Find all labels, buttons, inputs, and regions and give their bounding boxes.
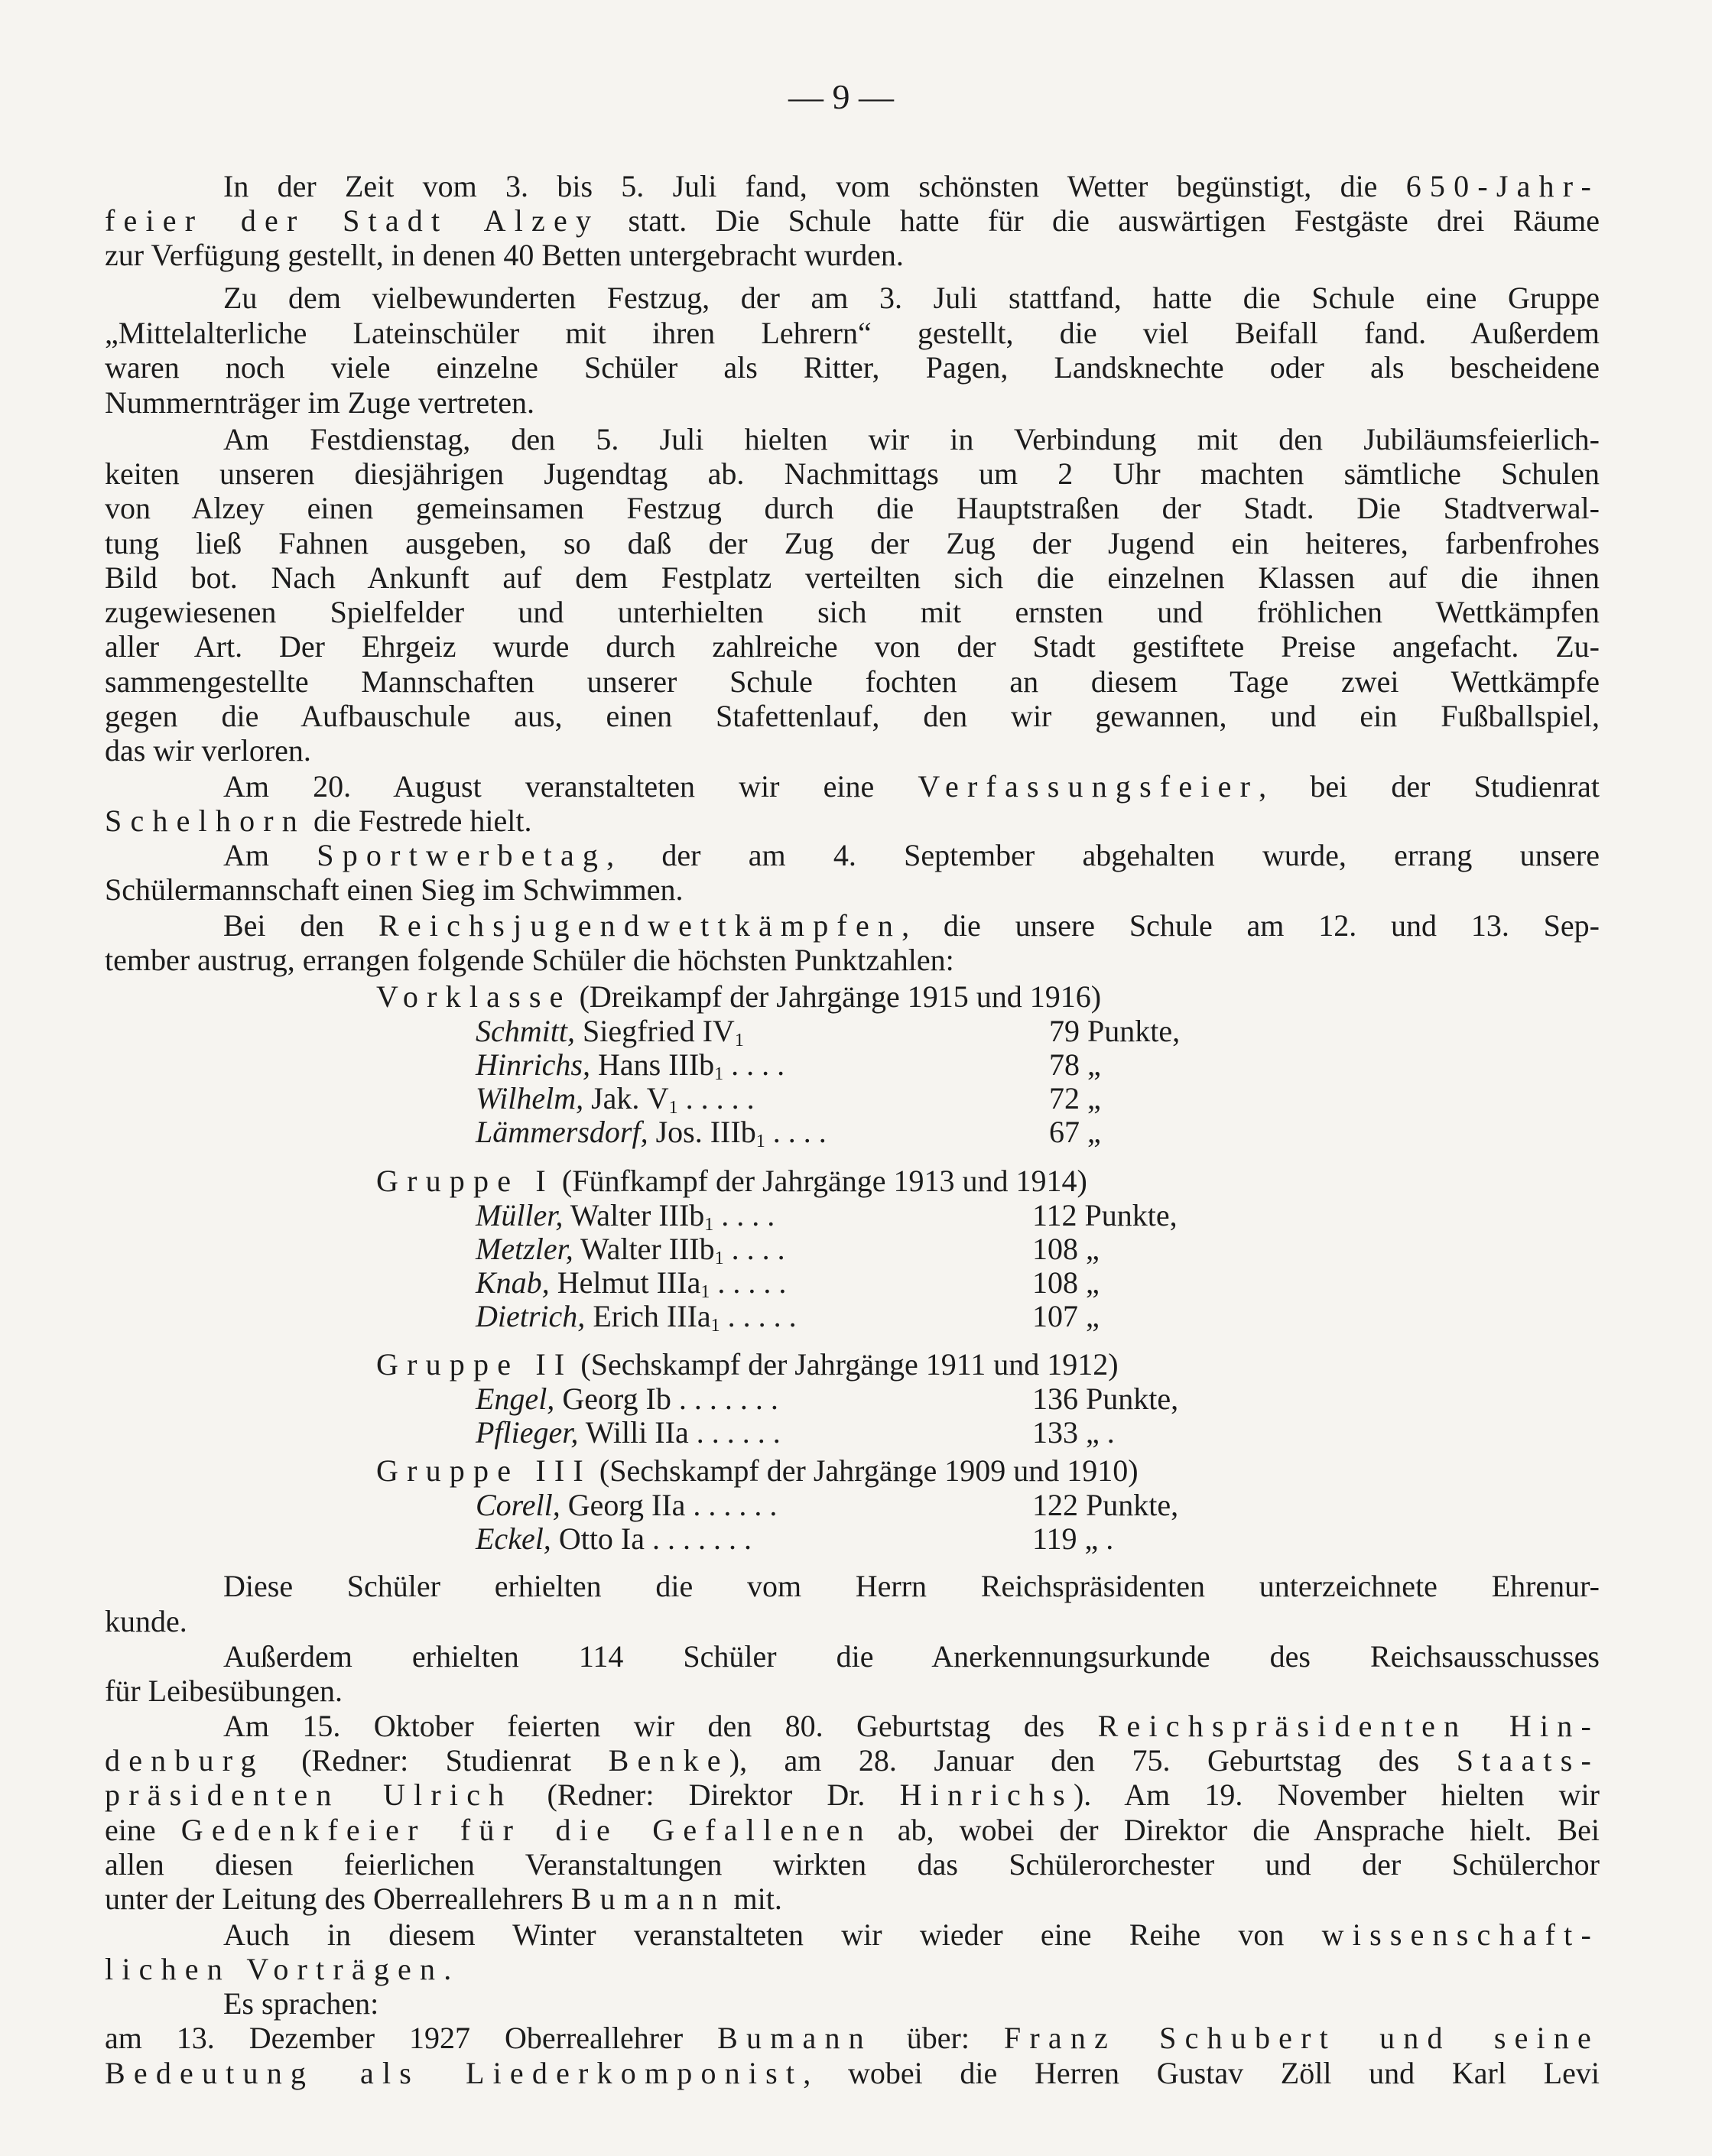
text-line: feier der Stadt Alzey statt. Die Schule hatte für die auswärtigen Festgäste drei Räume xyxy=(105,203,1600,238)
text-line: Schelhorn die Festrede hielt. xyxy=(105,804,532,838)
result-row: Schmitt, Siegfried $IV_1$ 79 Punkte, xyxy=(476,1014,1181,1050)
result-row: Engel, Georg Ib . . . . . . . 136 Punkte, xyxy=(476,1382,1179,1416)
text-line: sammengestellte Mannschaften unserer Schule fochten an diesem Tage zwei Wettkämpfe xyxy=(105,664,1600,699)
result-row: Pflieger, Willi IIa . . . . . . 133 „ . xyxy=(476,1415,1115,1450)
text-line: Diese Schüler erhielten die vom Herrn Reichspräsidenten unterzeichnete Ehrenur- xyxy=(223,1569,1600,1603)
text-line: Außerdem erhielten 114 Schüler die Anerkennungsurkunde des Reichsausschusses xyxy=(223,1639,1600,1674)
text-line: Bild bot. Nach Ankunft auf dem Festplatz verteilten sich die einzelnen Klassen auf die ihnen xyxy=(105,560,1600,595)
text-line: zugewiesenen Spielfelder und unterhielten sich mit ernsten und fröhlichen Wettkämpfen xyxy=(105,595,1600,629)
text-line: tung ließ Fahnen ausgeben, so daß der Zug der Zug der Jugend ein heiteres, farbenfrohes xyxy=(105,526,1600,560)
text-line: Am 20. August veranstalteten wir eine Verfassungsfeier, bei der Studienrat xyxy=(223,769,1600,804)
text-line: tember austrug, errangen folgende Schüler die höchsten Punktzahlen: xyxy=(105,943,954,977)
group-header: Gruppe I (Fünfkampf der Jahrgänge 1913 und 1914) xyxy=(376,1164,1087,1198)
text-line: keiten unseren diesjährigen Jugendtag ab. Nachmittags um 2 Uhr machten sämtliche Schulen xyxy=(105,456,1600,491)
text-line: von Alzey einen gemeinsamen Festzug durch die Hauptstraßen der Stadt. Die Stadtverwal- xyxy=(105,491,1600,525)
result-row: Hinrichs, Hans IIIb$_1$ . . . . 78 „ xyxy=(476,1047,1101,1084)
group-header: Vorklasse (Dreikampf der Jahrgänge 1915 und 1916) xyxy=(376,979,1102,1014)
text-line: allen diesen feierlichen Veranstaltungen wirkten das Schülerorchester und der Schülerchor xyxy=(105,1847,1600,1882)
text-line: „Mittelalterliche Lateinschüler mit ihren Lehrern“ gestellt, die viel Beifall fand. Außerdem xyxy=(105,316,1600,350)
text-line: das wir verloren. xyxy=(105,733,311,768)
text-line: zur Verfügung gestellt, in denen 40 Betten untergebracht wurden. xyxy=(105,238,904,272)
result-row: Eckel, Otto Ia . . . . . . . 119 „ . xyxy=(476,1521,1114,1556)
result-row: Metzler, Walter IIIb$_1$ . . . . 108 „ xyxy=(476,1232,1100,1268)
text-line: waren noch viele einzelne Schüler als Ritter, Pagen, Landsknechte oder als bescheidene xyxy=(105,350,1600,385)
text-line: gegen die Aufbauschule aus, einen Stafettenlauf, den wir gewannen, und ein Fußballspiel, xyxy=(105,699,1600,733)
text-line: Bei den Reichsjugendwettkämpfen, die unsere Schule am 12. und 13. Sep- xyxy=(223,908,1600,943)
text-line: Schülermannschaft einen Sieg im Schwimmen. xyxy=(105,872,684,907)
group-header: Gruppe III (Sechskampf der Jahrgänge 1909 und 1910) xyxy=(376,1453,1139,1488)
result-row: Dietrich, Erich IIIa$_1$ . . . . . 107 „ xyxy=(476,1299,1100,1336)
text-line: Zu dem vielbewunderten Festzug, der am 3. Juli stattfand, hatte die Schule eine Gruppe xyxy=(223,281,1600,315)
result-row: Wilhelm, Jak. $V_1$ . . . . . 72 „ xyxy=(476,1081,1101,1118)
text-line: präsidenten Ulrich (Redner: Direktor Dr. Hinrichs). Am 19. November hielten wir xyxy=(105,1778,1600,1812)
text-line: Auch in diesem Winter veranstalteten wir wieder eine Reihe von wissenschaft- xyxy=(223,1917,1600,1952)
text-line: Am 15. Oktober feierten wir den 80. Geburtstag des Reichspräsidenten Hin- xyxy=(223,1709,1600,1743)
group-header: Gruppe II (Sechskampf der Jahrgänge 1911 und 1912) xyxy=(376,1347,1119,1382)
text-line: kunde. xyxy=(105,1604,187,1638)
result-row: Müller, Walter IIIb$_1$ . . . . 112 Punkte, xyxy=(476,1198,1178,1235)
text-line: denburg (Redner: Studienrat Benke), am 28. Januar den 75. Geburtstag des Staats- xyxy=(105,1743,1600,1778)
text-line: eine Gedenkfeier für die Gefallenen ab, wobei der Direktor die Ansprache hielt. Bei xyxy=(105,1813,1600,1847)
text-line: lichen Vorträgen. xyxy=(105,1952,452,1986)
text-line: Nummernträger im Zuge vertreten. xyxy=(105,385,534,420)
text-line: unter der Leitung des Oberreallehrers Bumann mit. xyxy=(105,1882,782,1916)
text-line: Es sprachen: xyxy=(223,1986,379,2021)
text-line: Bedeutung als Liederkomponist, wobei die Herren Gustav Zöll und Karl Levi xyxy=(105,2056,1600,2090)
page-number: — 9 — xyxy=(788,77,894,116)
text-line: Am Festdienstag, den 5. Juli hielten wir in Verbindung mit den Jubiläumsfeierlich- xyxy=(223,422,1600,456)
text-line: für Leibesübungen. xyxy=(105,1674,343,1708)
result-row: Lämmersdorf, Jos. IIIb$_1$ . . . . 67 „ xyxy=(476,1115,1101,1151)
result-row: Knab, Helmut IIIa$_1$ . . . . . 108 „ xyxy=(476,1265,1100,1302)
text-line: am 13. Dezember 1927 Oberreallehrer Bumann über: Franz Schubert und seine xyxy=(105,2021,1600,2055)
text-line: aller Art. Der Ehrgeiz wurde durch zahlreiche von der Stadt gestiftete Preise angefacht. Zu- xyxy=(105,629,1600,664)
text-line: In der Zeit vom 3. bis 5. Juli fand, vom schönsten Wetter begünstigt, die 650-Jahr- xyxy=(223,169,1600,203)
result-row: Corell, Georg IIa . . . . . . 122 Punkte, xyxy=(476,1488,1179,1522)
text-line: Am Sportwerbetag, der am 4. September abgehalten wurde, errang unsere xyxy=(223,838,1600,872)
